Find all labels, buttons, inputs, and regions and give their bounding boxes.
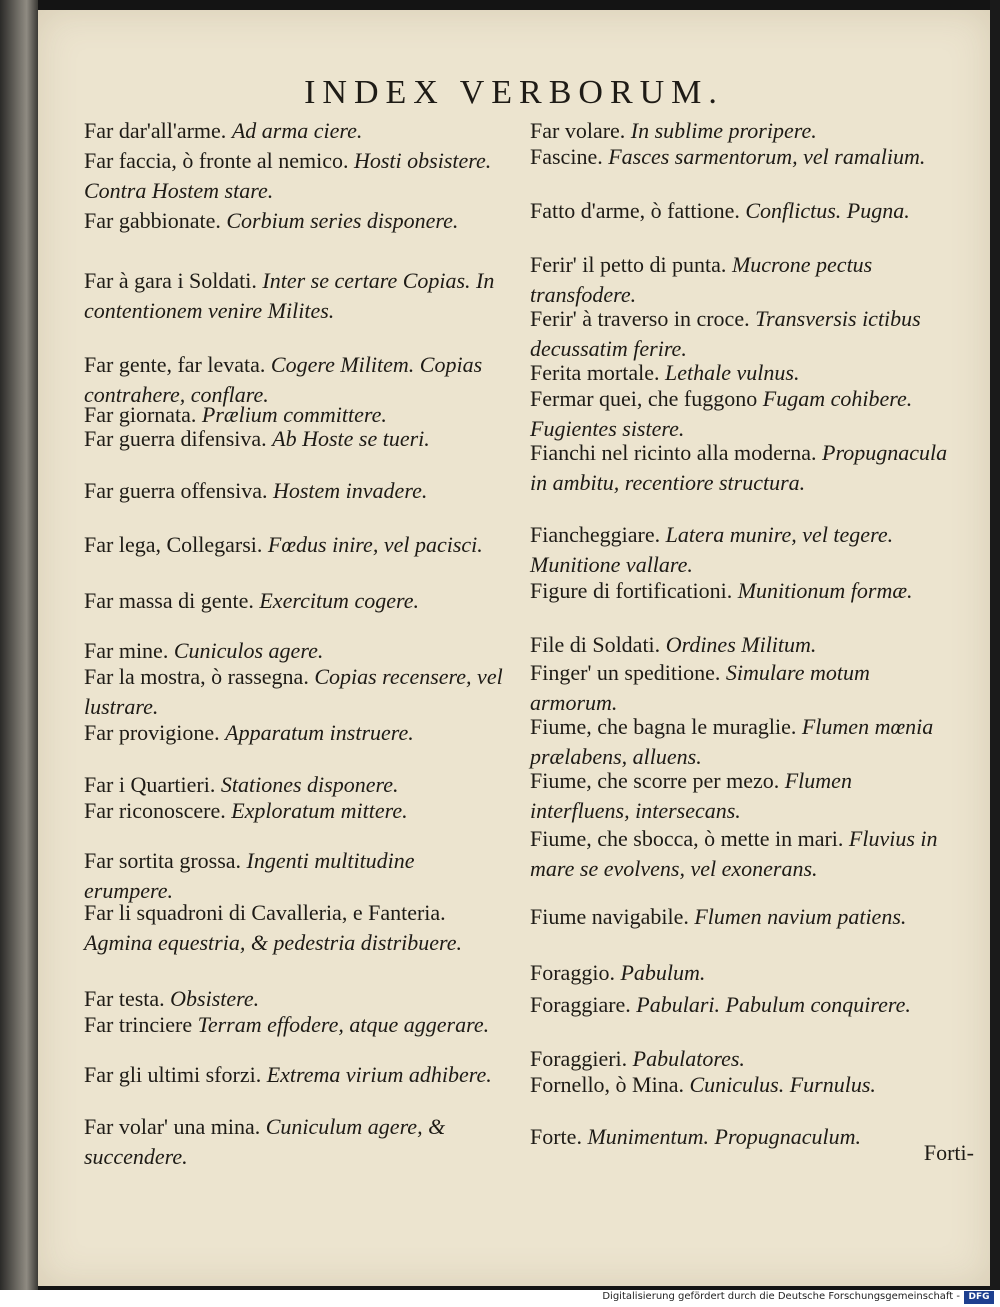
index-entry: Far riconoscere. Exploratum mittere.	[84, 798, 408, 823]
index-entry: Far li squadroni di Cavalleria, e Fanteria. Agmina equestria, & pedestria distribuere.	[84, 900, 463, 955]
index-entry: Far massa di gente. Exercitum cogere.	[84, 588, 419, 613]
index-entry: Fianchi nel ricinto alla moderna. Propugnacula in ambitu, recentiore structura.	[530, 440, 948, 495]
index-entry: File di Soldati. Ordines Militum.	[530, 632, 817, 657]
digitization-footer	[0, 1290, 1000, 1307]
index-entry: Far provigione. Apparatum instruere.	[84, 720, 414, 745]
index-entry: Fatto d'arme, ò fattione. Conflictus. Pugna.	[530, 198, 910, 223]
index-entry: Fiume, che sbocca, ò mette in mari. Fluvius in mare se evolvens, vel exonerans.	[530, 826, 938, 881]
index-entry: Fermar quei, che fuggono Fugam cohibere. Fugientes sistere.	[530, 386, 913, 441]
index-entry: Far gli ultimi sforzi. Extrema virium adhibere.	[84, 1062, 492, 1087]
adjacent-page-edge	[0, 0, 38, 1290]
index-entry: Far mine. Cuniculos agere.	[84, 638, 324, 663]
index-entry: Forte. Munimentum. Propugnaculum.	[530, 1124, 861, 1149]
index-entry: Far testa. Obsistere.	[84, 986, 260, 1011]
scan-right-edge	[990, 0, 1000, 1290]
index-entries	[38, 10, 990, 1286]
catchword: Forti-	[923, 1140, 974, 1165]
index-entry: Fiume navigabile. Flumen navium patiens.	[530, 904, 907, 929]
book-page	[38, 10, 990, 1286]
index-entry: Fornello, ò Mina. Cuniculus. Furnulus.	[530, 1072, 876, 1097]
index-entry: Far la mostra, ò rassegna. Copias recensere, vel lustrare.	[84, 664, 503, 719]
index-entry: Fiume, che scorre per mezo. Flumen interfluens, intersecans.	[530, 768, 852, 823]
index-entry: Far i Quartieri. Stationes disponere.	[84, 772, 399, 797]
index-entry: Fascine. Fasces sarmentorum, vel ramalium.	[530, 144, 926, 169]
index-entry: Far giornata. Prælium committere.	[84, 402, 387, 427]
index-entry: Ferita mortale. Lethale vulnus.	[530, 360, 800, 385]
page-header: INDEX VERBORUM.	[304, 74, 724, 111]
index-entry: Ferir' il petto di punta. Mucrone pectus transfodere.	[530, 252, 873, 307]
index-entry: Figure di fortificationi. Munitionum formæ.	[530, 578, 913, 603]
index-entry: Far dar'all'arme. Ad arma ciere.	[84, 118, 363, 143]
index-entry: Far sortita grossa. Ingenti multitudine erumpere.	[84, 848, 415, 903]
index-entry: Far volar' una mina. Cuniculum agere, & succendere.	[84, 1114, 446, 1169]
dfg-logo: DFG	[964, 1291, 994, 1304]
funding-note: Digitalisierung gefördert durch die Deutsche Forschungsgemeinschaft -	[602, 1291, 960, 1302]
index-entry: Far guerra offensiva. Hostem invadere.	[84, 478, 428, 503]
index-entry: Far guerra difensiva. Ab Hoste se tueri.	[84, 426, 430, 451]
index-entry: Ferir' à traverso in croce. Transversis ictibus decussatim ferire.	[530, 306, 921, 361]
index-entry: Far lega, Collegarsi. Fœdus inire, vel pacisci.	[84, 532, 483, 557]
index-entry: Far volare. In sublime proripere.	[530, 118, 817, 143]
index-entry: Foraggieri. Pabulatores.	[530, 1046, 745, 1071]
index-entry: Fiume, che bagna le muraglie. Flumen mœnia prælabens, alluens.	[530, 714, 934, 769]
index-entry: Far gabbionate. Corbium series disponere.	[84, 208, 459, 233]
index-entry: Foraggiare. Pabulari. Pabulum conquirere.	[530, 992, 911, 1017]
index-entry: Far trinciere Terram effodere, atque aggerare.	[84, 1012, 490, 1037]
index-entry: Far gente, far levata. Cogere Militem. Copias contrahere, conflare.	[84, 352, 483, 407]
index-entry: Finger' un speditione. Simulare motum armorum.	[530, 660, 870, 715]
index-entry: Foraggio. Pabulum.	[530, 960, 706, 985]
index-entry: Far faccia, ò fronte al nemico. Hosti obsistere. Contra Hostem stare.	[84, 148, 492, 203]
index-entry: Fiancheggiare. Latera munire, vel tegere. Munitione vallare.	[530, 522, 894, 577]
index-entry: Far à gara i Soldati. Inter se certare Copias. In contentionem venire Milites.	[84, 268, 495, 323]
